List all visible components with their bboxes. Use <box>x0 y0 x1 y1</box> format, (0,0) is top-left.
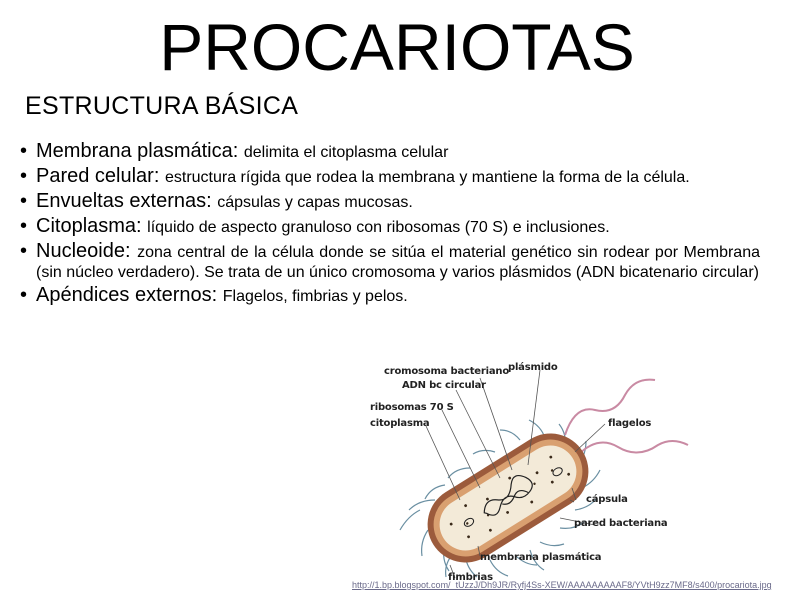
section-subtitle: ESTRUCTURA BÁSICA <box>25 92 299 120</box>
list-item <box>20 215 760 238</box>
label-capsula: cápsula <box>586 494 628 505</box>
list-item <box>20 190 760 213</box>
bullet-dot-icon: • <box>20 190 28 212</box>
list-item <box>20 165 760 188</box>
bullet-dot-icon: • <box>20 284 28 306</box>
bullet-dot-icon: • <box>20 215 28 237</box>
bacterium-diagram <box>350 360 790 592</box>
bullet-term: Envueltas externas: <box>36 190 218 212</box>
bullet-term: Nucleoide: <box>36 240 138 262</box>
bullet-desc: cápsulas y capas mucosas. <box>217 194 413 211</box>
bullet-desc: líquido de aspecto granuloso con ribosomas (70 S) e inclusiones. <box>147 219 610 236</box>
label-citoplasma: citoplasma <box>370 418 430 429</box>
bullet-desc: Flagelos, fimbrias y pelos. <box>222 288 408 305</box>
label-plasmido: plásmido <box>508 362 558 373</box>
source-link[interactable]: http://1.bp.blogspot.com/_tUzzJ/Dh9JR/Ryfj4Ss-XEW/AAAAAAAAAF8/YVtH9zz7MF8/s400/procariota.jpg <box>352 580 772 590</box>
bullet-desc: zona central de la célula donde se sitúa el material genético sin rodear por Membrana (sin núcleo verdadero). Se trata de un único cromosoma y varios plásmidos (ADN bicatenario circular) <box>36 244 761 281</box>
list-item <box>20 284 760 307</box>
bullet-dot-icon: • <box>20 240 28 262</box>
bullet-term: Pared celular: <box>36 165 165 187</box>
bullet-desc: delimita el citoplasma celular <box>243 144 449 161</box>
bullet-term: Membrana plasmática: <box>36 140 244 162</box>
label-fimbrias: fimbrias <box>448 572 493 583</box>
label-pared: pared bacteriana <box>574 518 668 529</box>
bullet-desc: estructura rígida que rodea la membrana y mantiene la forma de la célula. <box>164 169 690 186</box>
label-adn: ADN bc circular <box>402 380 486 391</box>
bullet-term: Citoplasma: <box>36 215 148 237</box>
label-ribosomas: ribosomas 70 S <box>370 402 454 413</box>
bullet-term: Apéndices externos: <box>36 284 223 306</box>
list-item <box>20 140 760 163</box>
bullet-dot-icon: • <box>20 140 28 162</box>
bullet-list <box>20 140 760 307</box>
label-membrana: membrana plasmática <box>480 552 602 563</box>
label-cromosoma: cromosoma bacteriano <box>384 366 509 377</box>
list-item <box>20 240 760 282</box>
page-title: PROCARIOTAS <box>159 10 635 84</box>
label-flagelos: flagelos <box>608 418 652 429</box>
bullet-dot-icon: • <box>20 165 28 187</box>
